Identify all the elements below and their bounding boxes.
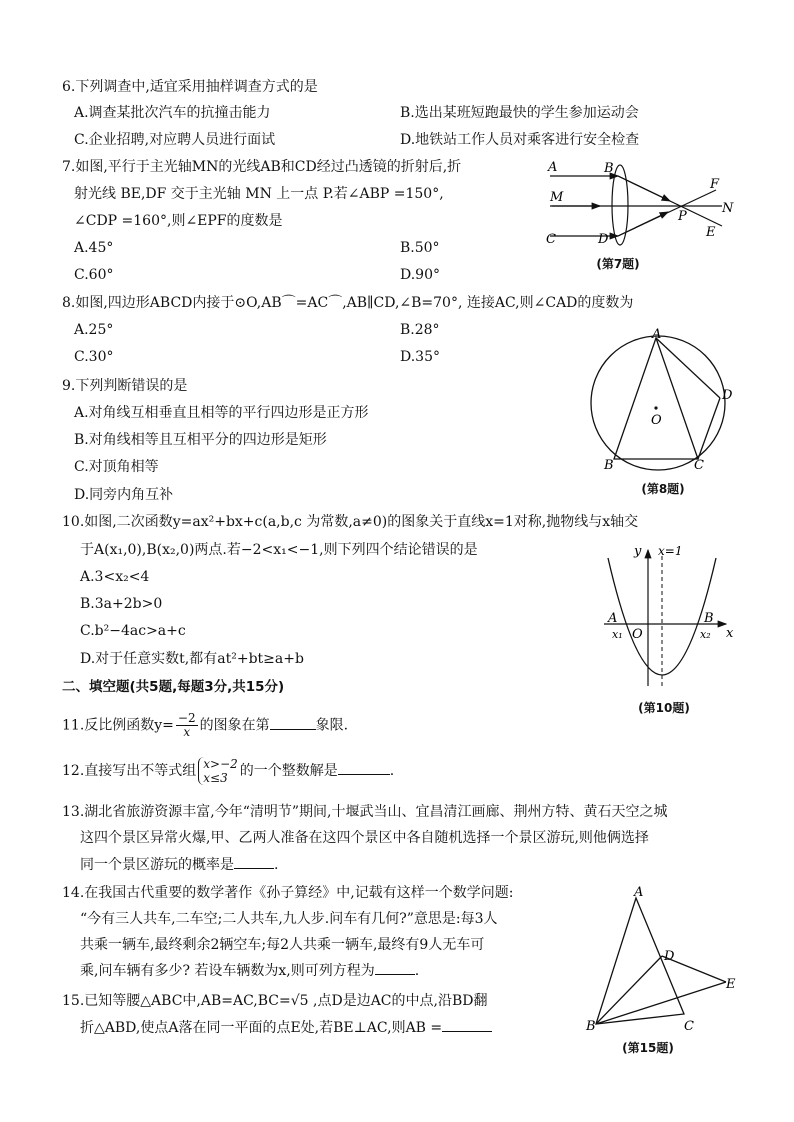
q10-parabola-figure [600, 538, 740, 693]
q10-label-x2: x₂ [700, 628, 711, 641]
q9-option-d: D.同旁内角互补 [74, 487, 174, 503]
q10-label-b: B [704, 611, 714, 626]
q6-option-a: A.调查某批次汽车的抗撞击能力 [74, 105, 271, 121]
q7-label-p: P [678, 209, 687, 224]
q15-label-e: E [726, 977, 736, 992]
q8-label-o: O [651, 413, 662, 428]
q12-inequality-system [198, 757, 238, 785]
q10-label-y: y [634, 544, 642, 559]
q11-fraction [176, 712, 198, 739]
q12-inequality-2: x≤3 [203, 771, 228, 785]
q11 [62, 712, 348, 739]
q6-option-c: C.企业招聘,对应聘人员进行面试 [74, 132, 276, 148]
q8-label-b: B [604, 458, 614, 473]
q12-answer-blank[interactable] [338, 774, 390, 775]
q9-option-a: A.对角线互相垂直且相等的平行四边形是正方形 [74, 405, 369, 421]
q11-tail: 象限. [315, 717, 349, 734]
q7-lens-figure [540, 158, 740, 248]
q10-label-o: O [632, 627, 643, 642]
q13-tail: . [274, 857, 279, 873]
q12-prefix: 12.直接写出不等式组 [62, 763, 197, 779]
q10-option-d: D.对于任意实数t,都有at²+bt≥a+b [80, 651, 304, 667]
q9-option-c: C.对顶角相等 [74, 459, 159, 475]
q7-label-b: B [604, 161, 614, 176]
q7-label-m: M [550, 190, 564, 205]
q11-text: 的图象在第 [199, 717, 270, 734]
q7-label-e: E [706, 225, 716, 240]
q8-caption: (第8题) [641, 482, 685, 496]
q15-label-d: D [664, 949, 675, 964]
q7-option-b: B.50° [400, 240, 440, 256]
q15-triangle-figure [584, 884, 744, 1034]
q8-option-b: B.28° [400, 322, 440, 338]
q13-line1: 13.湖北省旅游资源丰富,今年“清明节”期间,十堰武当山、宜昌清江画廊、荆州方特、黄石天空之城 [62, 804, 668, 820]
q7-option-c: C.60° [74, 267, 114, 283]
q10-caption: (第10题) [638, 701, 690, 715]
q7-stem-line2: 射光线 BE,DF 交于主光轴 MN 上一点 P.若∠ABP =150°, [74, 186, 444, 202]
q8-label-c: C [694, 458, 704, 473]
q8-option-c: C.30° [74, 349, 114, 365]
q10-label-a: A [608, 611, 618, 626]
q15-caption: (第15题) [622, 1041, 674, 1055]
q7-label-a: A [548, 160, 558, 175]
q7-stem-line3: ∠CDP =160°,则∠EPF的度数是 [74, 213, 283, 229]
q13-line2: 这四个景区异常火爆,甲、乙两人准备在这四个景区中各自随机选择一个景区游玩,则他俩选择 [80, 830, 649, 846]
section-2-heading: 二、填空题(共5题,每题3分,共15分) [62, 679, 285, 695]
q11-answer-blank[interactable] [270, 729, 316, 730]
q15-label-c: C [684, 1019, 694, 1034]
q10-label-x1: x₁ [612, 628, 623, 641]
q15-line1: 15.已知等腰△ABC中,AB=AC,BC=√5 ,点D是边AC的中点,沿BD翻 [62, 993, 488, 1009]
q11-prefix: 11.反比例函数y= [62, 717, 174, 734]
q7-label-f: F [710, 177, 720, 192]
q8-option-a: A.25° [74, 322, 114, 338]
q15-answer-blank[interactable] [442, 1031, 492, 1032]
q14-line2: “今有三人共车,二车空;二人共车,九人步.问车有几何?”意思是:每3人 [80, 911, 498, 927]
q7-caption: (第7题) [596, 257, 640, 271]
q15-line2 [80, 1019, 492, 1037]
q13-line3-text: 同一个景区游玩的概率是 [80, 857, 234, 873]
q6-option-b: B.选出某班短跑最快的学生参加运动会 [400, 105, 639, 121]
q12-text: 的一个整数解是 [239, 763, 338, 779]
q10-option-b: B.3a+2b>0 [80, 596, 163, 612]
q10-option-c: C.b²−4ac>a+c [80, 623, 186, 639]
q8-label-a: A [652, 327, 662, 342]
q11-denominator: x [183, 725, 191, 739]
q7-label-d: D [598, 232, 609, 247]
q10-stem-line2: 于A(x₁,0),B(x₂,0)两点.若−2<x₁<−1,则下列四个结论错误的是 [80, 542, 478, 558]
q11-numerator: −2 [177, 711, 196, 725]
q6-stem: 6.下列调查中,适宜采用抽样调查方式的是 [62, 79, 318, 95]
q15-label-a: A [634, 885, 644, 900]
q15-line2-text: 折△ABD,使点A落在同一平面的点E处,若BE⊥AC,则AB = [80, 1020, 443, 1036]
q10-option-a: A.3<x₂<4 [80, 569, 150, 585]
q8-label-d: D [722, 388, 733, 403]
q15-label-b: B [586, 1019, 596, 1034]
q10-label-x: x [726, 626, 734, 641]
q8-stem: 8.如图,四边形ABCD内接于⊙O,AB⌒=AC⌒,AB∥CD,∠B=70°, 连接AC,则∠CAD的度数为 [62, 295, 634, 311]
q10-stem-line1: 10.如图,二次函数y=ax²+bx+c(a,b,c 为常数,a≠0)的图象关于直线x=1对称,抛物线与x轴交 [62, 514, 639, 530]
q14-line3: 共乘一辆车,最终剩余2辆空车;每2人共乘一辆车,最终有9人无车可 [80, 937, 485, 953]
q7-option-d: D.90° [400, 267, 440, 283]
q13-answer-blank[interactable] [234, 868, 274, 869]
q14-tail: . [414, 963, 420, 979]
q14-line1: 14.在我国古代重要的数学著作《孙子算经》中,记载有这样一个数学问题: [62, 885, 514, 901]
q13-line3 [80, 856, 278, 874]
q8-circle-figure [584, 326, 744, 476]
q14-line4 [80, 962, 419, 980]
q6-option-d: D.地铁站工作人员对乘客进行安全检查 [400, 132, 640, 148]
q7-option-a: A.45° [74, 240, 114, 256]
q12-inequality-1: x>−2 [203, 757, 238, 771]
q7-stem-line1: 7.如图,平行于主光轴MN的光线AB和CD经过凸透镜的折射后,折 [62, 159, 462, 175]
q10-label-x-eq-1: x=1 [658, 544, 683, 558]
q7-label-n: N [722, 201, 734, 216]
q9-option-b: B.对角线相等且互相平分的四边形是矩形 [74, 432, 327, 448]
q7-label-c: C [546, 232, 556, 247]
q9-stem: 9.下列判断错误的是 [62, 378, 188, 394]
q14-answer-blank[interactable] [375, 974, 415, 975]
q12 [62, 756, 394, 786]
q8-option-d: D.35° [400, 349, 440, 365]
q14-line4-text: 乘,问车辆有多少? 若设车辆数为x,则可列方程为 [80, 963, 375, 979]
q12-tail: . [389, 763, 395, 779]
